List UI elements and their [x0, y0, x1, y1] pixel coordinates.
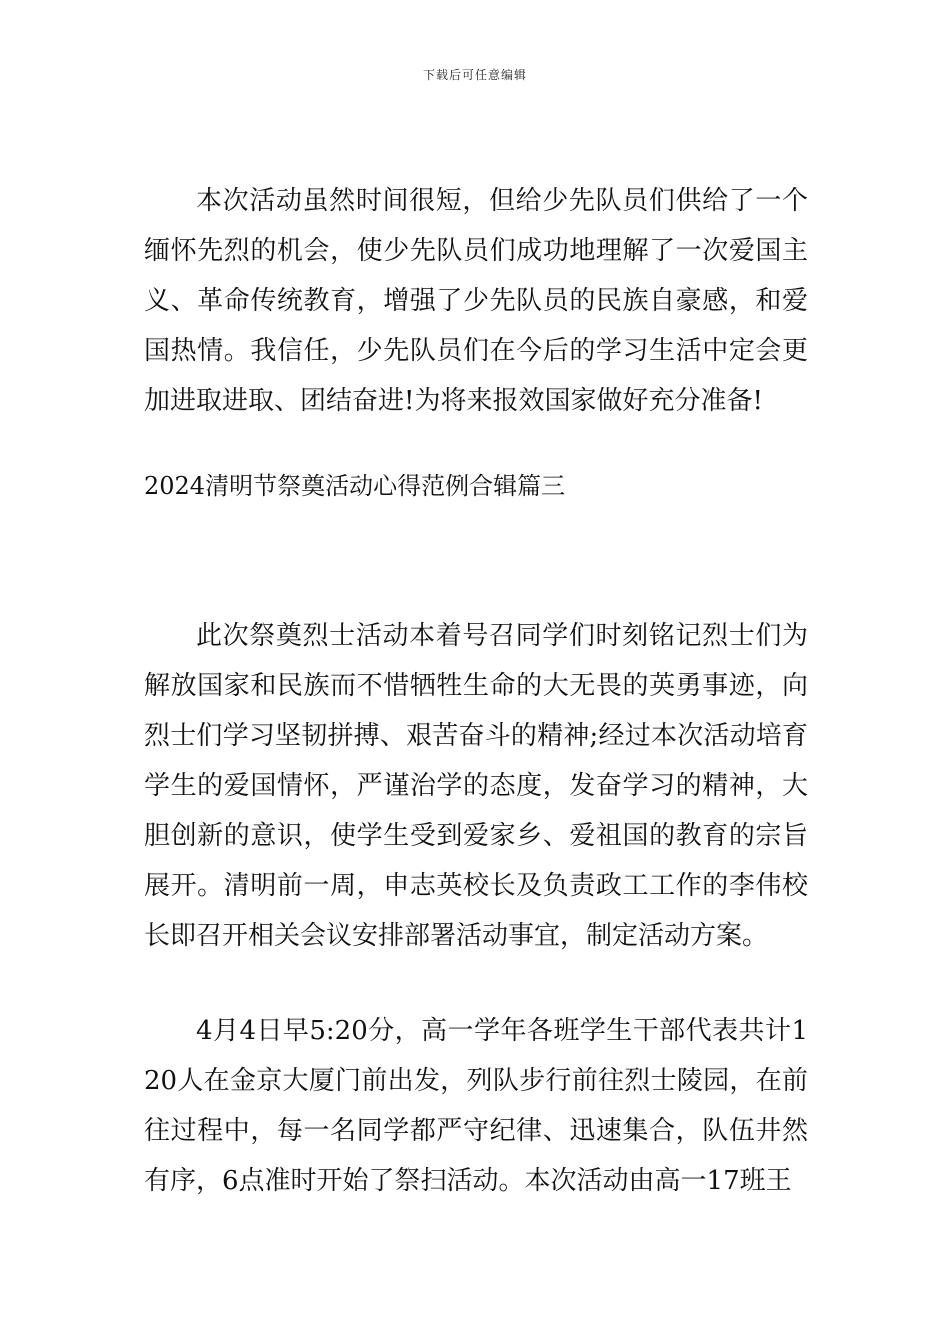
document-body — [144, 176, 808, 1206]
paragraph-3: 4月4日早5:20分，高一学年各班学生干部代表共计120人在金京大厦门前出发，列队步行前往烈士陵园，在前往过程中，每一名同学都严守纪律、迅速集合，队伍井然有序，6点准时开始了祭扫活动。本次活动由高一17班王 — [144, 1016, 808, 1196]
spacer — [144, 961, 808, 1006]
spacer — [144, 426, 808, 461]
spacer — [144, 511, 808, 611]
paragraph-1: 本次活动虽然时间很短，但给少先队员们供给了一个缅怀先烈的机会，使少先队员们成功地理解了一次爱国主义、革命传统教育，增强了少先队员的民族自豪感，和爱国热情。我信任，少先队员们在今后的学习生活中定会更加进取进取、团结奋进!为将来报效国家做好充分准备! — [144, 186, 808, 416]
paragraph-2: 此次祭奠烈士活动本着号召同学们时刻铭记烈士们为解放国家和民族而不惜牺牲生命的大无畏的英勇事迹，向烈士们学习坚韧拼搏、艰苦奋斗的精神;经过本次活动培育学生的爱国情怀，严谨治学的态度，发奋学习的精神，大胆创新的意识，使学生受到爱家乡、爱祖国的教育的宗旨展开。清明前一周，申志英校长及负责政工工作的李伟校长即召开相关会议安排部署活动事宜，制定活动方案。 — [144, 621, 808, 951]
page-header-note: 下载后可任意编辑 — [422, 68, 527, 82]
section-heading: 2024清明节祭奠活动心得范例合辑篇三 — [144, 472, 566, 500]
